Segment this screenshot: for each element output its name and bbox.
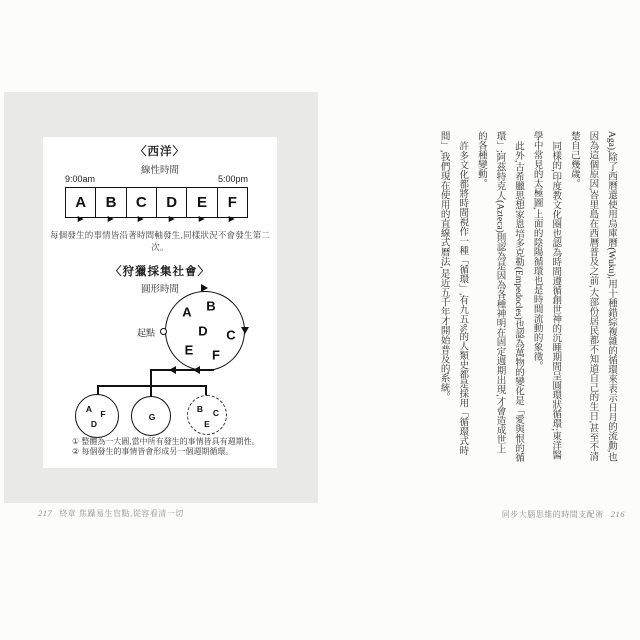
cycle-letter: A [182,304,192,320]
arrow-down-icon [241,327,249,334]
arrow-right-icon [199,216,205,222]
body-paragraph: Aga),除了西曆還使用烏庫曆(Wuku),用十種錯綜複雜的循環來表示日月的流動,也因為這個原因,峇里島在西曆普及之前,大部份居民都不知道自己的生日,甚至不清楚自己幾歲。 [568,131,616,462]
right-page-number: 216 [610,509,625,519]
body-paragraph: 許多文化都將時間視作一種「循環」,有九五%的人類史都是採用「循環式時間」,我們現在使用的直線式曆法,是近五千年才開始普及的系統。 [438,131,468,455]
connector-line [150,369,214,371]
arrow-right-icon [77,216,83,222]
figure-notes [72,437,260,457]
arrow-right-icon [229,216,235,222]
hunter-subtitle: 圓形時間 [140,284,179,295]
sub-cycle-letter: A [85,404,93,414]
figure-note-line: ② 每個發生的事情皆會形成另一個週期循環。 [72,446,234,456]
connector-line [150,369,152,386]
timeline-end-time: 5:00pm [217,174,248,184]
cycle-letter: E [184,342,194,358]
arrow-right-icon [201,284,208,292]
western-subtitle: 線性時間 [140,165,179,176]
timeline-box-letter: B [105,194,117,211]
cycle-letter: C [226,327,236,343]
arrow-right-icon [168,216,174,222]
timeline-start-time: 9:00am [65,174,96,184]
timeline-box [218,188,247,217]
sub-cycle-circle-dashed [187,395,227,435]
sub-cycle-letter: E [204,419,210,429]
timeline-box [96,188,126,217]
left-page-number: 217 [38,508,53,518]
cycle-letter: F [212,347,220,363]
figure-card [43,137,277,468]
figure-panel [4,92,318,503]
left-page-footer [38,508,184,519]
body-paragraph: 同樣的,印度教文化圈也認為時間遵循創世神的沉睡期間呈圓環狀循環;東洋醫學中常見的太極圖,上面的陰陽循環也是時間流動的象徵。 [531,131,561,460]
body-text-vertical [418,131,620,463]
cycle-letter: B [206,298,216,314]
timeline-box-letter: E [196,194,207,211]
arrow-right-icon [108,216,114,222]
timeline-box [157,188,187,217]
arrow-right-icon [138,216,144,222]
origin-label: 起點 [136,328,155,338]
sub-cycle-circle [75,394,119,438]
western-caption: 每個發生的事情皆沿著時間軸發生,同樣狀況不會發生第二次。 [49,230,271,252]
timeline-box [66,188,96,217]
left-footer-title: 終章 焦躁易生盲點,從容看清一切 [59,509,184,518]
body-paragraph: 此外,古希臘思想家恩培多克勒(Empedocles)也認為萬物的變化是「愛與恨的循環」;阿茲特克人(Azteca)則認為是因為各種神明在固定週期出現,才會造成世上的各種變動。 [475,131,524,462]
timeline-box [127,188,157,217]
cycle-letter: D [198,323,208,339]
timeline-box-row [65,187,248,218]
sub-cycle-letter: B [196,404,204,414]
arrow-left-icon [169,366,176,374]
timeline-time-labels [65,174,248,184]
sub-cycle-letter: C [212,408,220,418]
sub-cycle-letter: G [148,412,156,422]
origin-point-marker [160,328,167,335]
sub-cycle-letter: D [90,419,98,429]
figure-note-line: ① 整體為一大圓,當中所有發生的事情皆具有週期性。 [72,437,260,446]
timeline-box-letter: F [227,194,237,211]
timeline-box-letter: C [135,194,147,211]
arrow-left-icon [193,366,200,374]
right-page-footer [502,509,625,520]
timeline-box-letter: A [75,194,87,211]
timeline-box [187,188,217,217]
sub-cycle-letter: F [100,409,106,419]
timeline-box-letter: D [166,194,178,211]
sub-cycle-circle [131,396,171,436]
hunter-title: 〈狩獵採集社會〉 [110,266,210,278]
western-title: 〈西洋〉 [135,146,185,158]
right-footer-title: 同步大腦思維的時間支配術 [501,510,604,519]
